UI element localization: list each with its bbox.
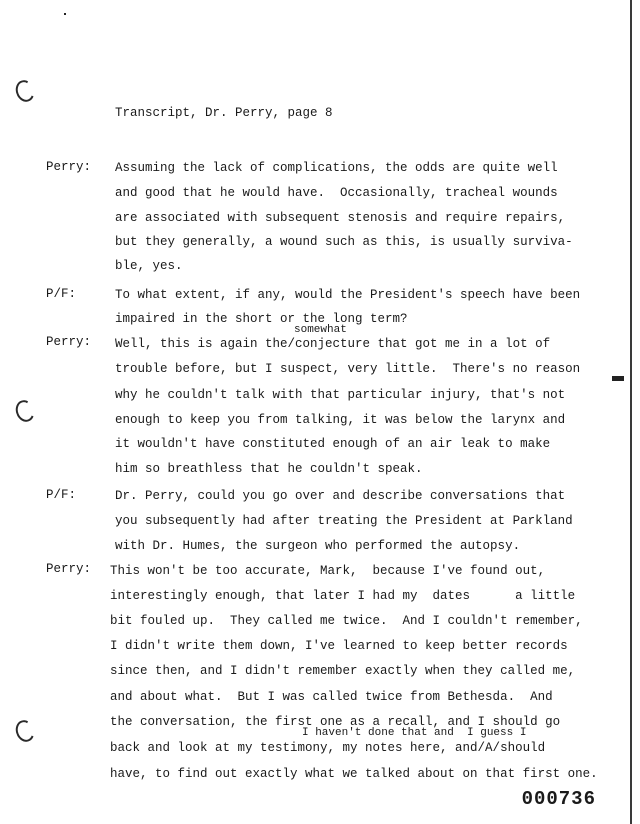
speaker-label: Perry:	[46, 160, 92, 174]
transcript-line: it wouldn't have constituted enough of an air leak to make	[115, 437, 551, 451]
speaker-label: Perry:	[46, 562, 92, 576]
transcript-line: interestingly enough, that later I had my dates a little	[110, 589, 576, 603]
page-header: Transcript, Dr. Perry, page 8	[115, 106, 333, 120]
interlinear-insertion: somewhat	[294, 324, 347, 336]
transcript-line: and good that he would have. Occasionally, tracheal wounds	[115, 186, 558, 200]
page-edge	[630, 0, 632, 824]
transcript-line: I didn't write them down, I've learned to keep better records	[110, 639, 568, 653]
transcript-line: and about what. But I was called twice from Bethesda. And	[110, 690, 553, 704]
transcript-line: why he couldn't talk with that particular injury, that's not	[115, 388, 566, 402]
scan-speck	[64, 13, 66, 15]
transcript-line: are associated with subsequent stenosis and require repairs,	[115, 211, 566, 225]
transcript-line: with Dr. Humes, the surgeon who performed the autopsy.	[115, 539, 521, 553]
transcript-line: the conversation, the first one as a recall, and I should go	[110, 715, 561, 729]
transcript-line: but they generally, a wound such as this, is usually surviva-	[115, 235, 573, 249]
transcript-line: trouble before, but I suspect, very little. There's no reason	[115, 362, 581, 376]
transcript-line: To what extent, if any, would the President's speech have been	[115, 288, 581, 302]
transcript-line: you subsequently had after treating the President at Parkland	[115, 514, 573, 528]
transcript-line: enough to keep you from talking, it was below the larynx and	[115, 413, 566, 427]
speaker-label: P/F:	[46, 287, 77, 301]
transcript-line: him so breathless that he couldn't speak.	[115, 462, 423, 476]
speaker-label: P/F:	[46, 488, 77, 502]
speaker-label: Perry:	[46, 335, 92, 349]
transcript-line: back and look at my testimony, my notes here, and/A/should	[110, 741, 546, 755]
transcript-line: Assuming the lack of complications, the odds are quite well	[115, 161, 558, 175]
bates-number: 000736	[521, 788, 596, 810]
transcript-line: ble, yes.	[115, 259, 183, 273]
transcript-line: Dr. Perry, could you go over and describe conversations that	[115, 489, 566, 503]
scan-speck	[612, 376, 624, 381]
transcript-line: have, to find out exactly what we talked about on that first one.	[110, 767, 598, 781]
transcript-line: impaired in the short or the long term?	[115, 312, 408, 326]
transcript-line: Well, this is again the/conjecture that got me in a lot of	[115, 337, 551, 351]
punch-hole	[13, 78, 37, 105]
punch-hole	[13, 398, 37, 425]
transcript-line: since then, and I didn't remember exactly when they called me,	[110, 664, 576, 678]
transcript-line: This won't be too accurate, Mark, because I've found out,	[110, 564, 546, 578]
transcript-line: bit fouled up. They called me twice. And I couldn't remember,	[110, 614, 583, 628]
punch-hole	[13, 718, 37, 745]
interlinear-insertion: I haven't done that and I guess I	[302, 727, 527, 739]
